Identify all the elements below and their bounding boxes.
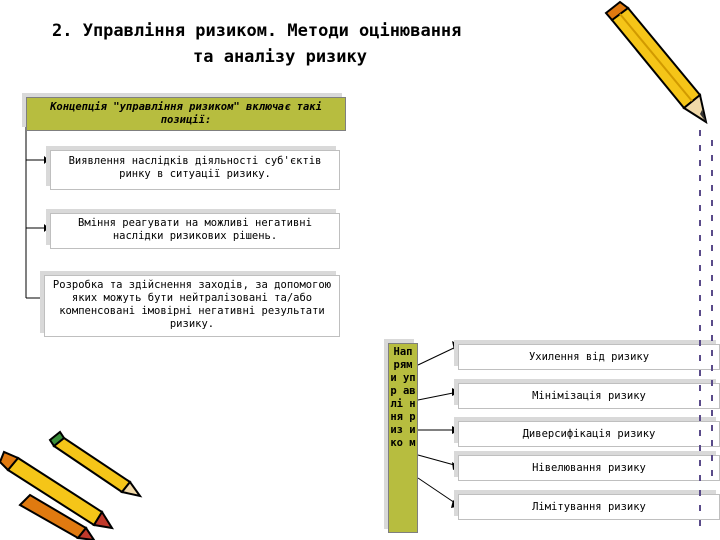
direction-item-5-text: Лімітування ризику — [532, 500, 646, 513]
direction-item-2-text: Мінімізація ризику — [532, 389, 646, 402]
direction-item-4-text: Нівелювання ризику — [532, 461, 646, 474]
directions-label-text: Нап рям и упр авлі ння риз ико м — [390, 346, 416, 449]
title-line-1: 2. Управління ризиком. Методи оцінювання — [52, 21, 462, 41]
large-pencil-icon — [606, 2, 706, 122]
concept-item-2-text: Вміння реагувати на можливі негативні наслідки ризикових рішень. — [78, 217, 312, 242]
small-pencils-icon — [0, 432, 140, 540]
dashed-trail — [700, 130, 712, 530]
concept-item-1-text: Виявлення наслідків діяльності суб'єктів ринку в ситуації ризику. — [68, 155, 322, 180]
concept-header-text: Концепція "управління ризиком" включає такі позиції: — [50, 101, 322, 126]
direction-item-3-text: Диверсифікація ризику — [522, 427, 656, 440]
title-line-2: та аналізу ризику — [193, 47, 367, 67]
concept-item-3-text: Розробка та здійснення заходів, за допомогою яких можуть бути нейтралізовані та/або компенсовані імовірні негативні результати ризику. — [52, 279, 332, 330]
direction-item-1-text: Ухилення від ризику — [528, 350, 650, 363]
